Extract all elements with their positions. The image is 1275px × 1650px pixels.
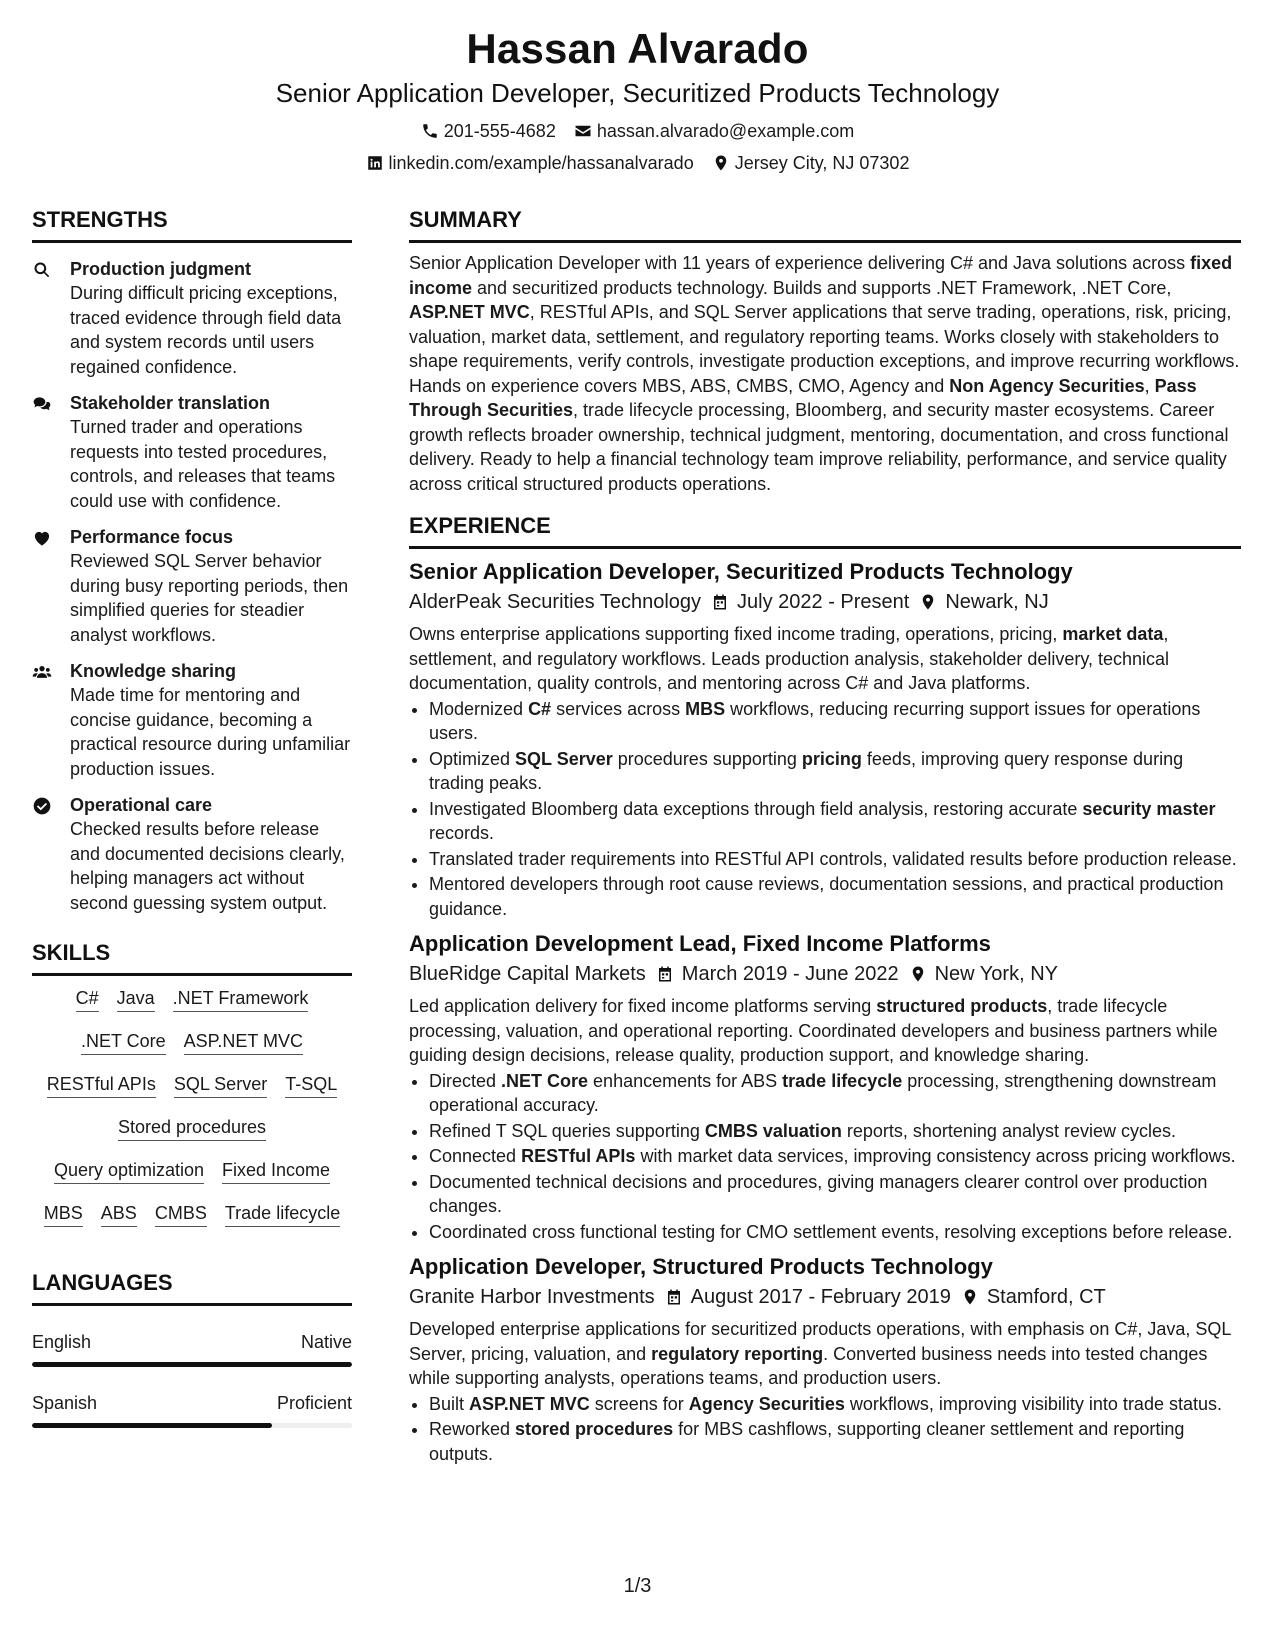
- skill-tag: ASP.NET MVC: [184, 1029, 303, 1055]
- strength-item: [32, 659, 352, 781]
- skill-tag: RESTful APIs: [47, 1072, 156, 1098]
- languages-list: [32, 1330, 352, 1428]
- languages-title: LANGUAGES: [32, 1269, 352, 1306]
- skill-tag: MBS: [44, 1201, 83, 1227]
- job-location: Newark, NJ: [945, 591, 1049, 613]
- envelope-icon: [574, 122, 592, 140]
- strengths-title: STRENGTHS: [32, 206, 352, 243]
- experience-title: EXPERIENCE: [409, 512, 1241, 549]
- skill-tag: C#: [76, 986, 99, 1012]
- skill-row: [32, 1072, 352, 1098]
- bold-term: RESTful APIs: [521, 1146, 636, 1166]
- job-company: Granite Harbor Investments: [409, 1286, 655, 1308]
- skill-tag: .NET Core: [81, 1029, 166, 1055]
- email-text[interactable]: hassan.alvarado@example.com: [596, 121, 855, 141]
- job-bullet: • Built ASP.NET MVC screens for Agency Securities workflows, improving visibility into trade status.: [429, 1392, 1241, 1417]
- bold-term: security master: [1082, 798, 1216, 819]
- bold-term: pricing: [801, 748, 862, 769]
- linkedin-text[interactable]: linkedin.com/example/hassanalvarado: [388, 153, 694, 173]
- experience-list: [409, 557, 1241, 1466]
- skill-row: [32, 986, 352, 1012]
- contact-linkedin[interactable]: [366, 151, 694, 175]
- location-text: Jersey City, NJ 07302: [734, 153, 910, 173]
- job-entry: [409, 1252, 1241, 1466]
- bold-term: ASP.NET MVC: [409, 302, 530, 322]
- job-title: Application Development Lead, Fixed Income Platforms: [409, 931, 991, 956]
- summary-text: Senior Application Developer with 11 years of experience delivering C# and Java solutions across fixed income and securitized products technology. Builds and supports .NET Framework, .NET Core, ASP.NET MVC, RESTful APIs, and SQL Server applications that serve trading, operations, risk, pricing, valuation, market data, settlement, and regulatory reporting teams. Works closely with stakeholders to shape requirements, verify controls, investigate production exceptions, and improve recurring workflows. Hands on experience covers MBS, ABS, CMBS, CMO, Agency and Non Agency Securities, Pass Through Securities, trade lifecycle processing, Bloomberg, and security master ecosystems. Career growth reflects broader ownership, technical judgment, mentoring, documentation, and cross functional delivery. Ready to help a financial technology team improve reliability, performance, and service quality across critical structured products operations.: [409, 253, 1240, 494]
- job-bullet: • Documented technical decisions and procedures, giving managers clearer control over production changes.: [429, 1170, 1241, 1219]
- strength-title: Production judgment: [70, 259, 251, 279]
- skill-tag: T-SQL: [285, 1072, 337, 1098]
- heart-icon: [32, 528, 52, 548]
- job-description: Owns enterprise applications supporting fixed income trading, operations, pricing, market data, settlement, and regulatory workflows. Leads production analysis, stakeholder delivery, technical documentation, quality controls, and mentoring across C# and Java platforms.: [409, 624, 1170, 693]
- language-item: [32, 1391, 352, 1428]
- map-pin-icon: [961, 1288, 979, 1306]
- strength-title: Performance focus: [70, 527, 234, 547]
- job-meta: [409, 588, 1241, 616]
- language-name: Spanish: [32, 1393, 98, 1413]
- job-bullet: • Investigated Bloomberg data exceptions through field analysis, restoring accurate security master records.: [429, 797, 1241, 846]
- job-bullet: • Translated trader requirements into RESTful API controls, validated results before production release.: [429, 847, 1241, 872]
- skill-tag: ABS: [101, 1201, 137, 1227]
- check-circle-icon: [32, 796, 52, 816]
- bold-term: fixed income: [409, 253, 1233, 298]
- job-meta: [409, 960, 1241, 988]
- bold-term: structured products: [876, 996, 1048, 1016]
- job-description: Developed enterprise applications for securitized products operations, with emphasis on C#, Java, SQL Server, pricing, valuation, and regulatory reporting. Converted business needs into tested changes while supporting analysts, operations teams, and production users.: [409, 1319, 1231, 1388]
- bold-term: CMBS valuation: [704, 1120, 842, 1141]
- job-bullet: • Connected RESTful APIs with market data services, improving consistency across pricing workflows.: [429, 1144, 1241, 1169]
- bold-term: trade lifecycle: [782, 1070, 903, 1091]
- skills-title: SKILLS: [32, 939, 352, 976]
- summary-title: SUMMARY: [409, 206, 1241, 243]
- bold-term: market data: [1062, 624, 1164, 644]
- strengths-list: [32, 257, 352, 915]
- language-name: English: [32, 1332, 92, 1352]
- job-meta: [409, 1283, 1241, 1311]
- contact-location: [712, 151, 910, 175]
- skill-tag: CMBS: [155, 1201, 207, 1227]
- strength-desc: Made time for mentoring and concise guidance, becoming a practical resource during unfamiliar production issues.: [70, 685, 351, 779]
- contact-phone: [421, 119, 556, 143]
- strength-title: Operational care: [70, 795, 213, 815]
- job-bullets: [409, 697, 1241, 922]
- skill-tag: Fixed Income: [222, 1158, 330, 1184]
- map-pin-icon: [909, 965, 927, 983]
- linkedin-icon: [366, 154, 384, 172]
- contact-email[interactable]: [574, 119, 854, 143]
- job-bullets: [409, 1392, 1241, 1467]
- job-dates: July 2022 - Present: [737, 591, 910, 613]
- job-company: AlderPeak Securities Technology: [409, 591, 702, 613]
- contact-row-1: [0, 119, 1275, 143]
- job-description: Led application delivery for fixed income platforms serving structured products, trade lifecycle processing, valuation, and operational reporting. Coordinated developers and business partners while guiding design decisions, release quality, production support, and knowledge sharing.: [409, 996, 1218, 1065]
- language-level-bar: [32, 1362, 352, 1367]
- left-column: [32, 206, 352, 1428]
- job-bullets: [409, 1069, 1241, 1245]
- bold-term: stored procedures: [515, 1419, 674, 1439]
- job-company: BlueRidge Capital Markets: [409, 963, 646, 985]
- calendar-icon: [711, 593, 729, 611]
- candidate-name: Hassan Alvarado: [466, 25, 809, 72]
- job-location: Stamford, CT: [986, 1286, 1106, 1308]
- job-title: Senior Application Developer, Securitized Products Technology: [409, 559, 1073, 584]
- bold-term: C#: [528, 698, 552, 719]
- skill-tag: SQL Server: [174, 1072, 267, 1098]
- strength-item: [32, 257, 352, 379]
- language-level: Native: [300, 1332, 352, 1352]
- language-item: [32, 1330, 352, 1367]
- bold-term: regulatory reporting: [651, 1343, 824, 1364]
- job-title: Application Developer, Structured Products Technology: [409, 1254, 993, 1279]
- skill-row: [32, 1158, 352, 1184]
- right-column: [409, 206, 1241, 1467]
- language-level: Proficient: [276, 1393, 352, 1413]
- skill-tag: Java: [117, 986, 155, 1012]
- skills-list: [32, 986, 352, 1227]
- comments-icon: [32, 394, 52, 414]
- job-dates: August 2017 - February 2019: [690, 1286, 951, 1308]
- job-bullet: • Modernized C# services across MBS workflows, reducing recurring support issues for operations users.: [429, 697, 1241, 746]
- strength-item: [32, 525, 352, 647]
- bold-term: Pass Through Securities: [409, 375, 1197, 420]
- skill-tag: Trade lifecycle: [225, 1201, 340, 1227]
- language-level-bar: [32, 1423, 352, 1428]
- job-bullet: • Coordinated cross functional testing for CMO settlement events, resolving exceptions before release.: [429, 1220, 1241, 1245]
- search-icon: [32, 260, 52, 280]
- bold-term: .NET Core: [501, 1070, 589, 1091]
- calendar-icon: [656, 965, 674, 983]
- skill-tag: Stored procedures: [118, 1115, 266, 1141]
- job-bullet: • Mentored developers through root cause reviews, documentation sessions, and practical production guidance.: [429, 872, 1241, 921]
- bold-term: Agency Securities: [688, 1393, 845, 1414]
- strength-item: [32, 391, 352, 513]
- skill-tag: Query optimization: [54, 1158, 204, 1184]
- job-entry: [409, 929, 1241, 1244]
- language-level-fill: [32, 1362, 352, 1367]
- job-bullet: • Optimized SQL Server procedures supporting pricing feeds, improving query response during trading peaks.: [429, 747, 1241, 796]
- page-number: 1/3: [623, 1575, 652, 1597]
- strength-desc: During difficult pricing exceptions, traced evidence through field data and system records until users regained confidence.: [70, 283, 342, 377]
- strength-title: Stakeholder translation: [70, 393, 271, 413]
- bold-term: Non Agency Securities: [949, 375, 1145, 396]
- contact-row-2: [0, 151, 1275, 175]
- job-dates: March 2019 - June 2022: [681, 963, 899, 985]
- strength-title: Knowledge sharing: [70, 661, 237, 681]
- language-level-fill: [32, 1423, 272, 1428]
- strength-desc: Reviewed SQL Server behavior during busy reporting periods, then simplified queries for steadier analyst workflows.: [70, 551, 349, 645]
- map-pin-icon: [712, 154, 730, 172]
- bold-term: ASP.NET MVC: [469, 1393, 590, 1414]
- strength-desc: Checked results before release and documented decisions clearly, helping managers act without second guessing system output.: [70, 819, 345, 913]
- skill-row: [32, 1201, 352, 1227]
- skill-row: [32, 1029, 352, 1055]
- candidate-title: Senior Application Developer, Securitized Products Technology: [275, 78, 1000, 108]
- job-bullet: • Reworked stored procedures for MBS cashflows, supporting cleaner settlement and reporting outputs.: [429, 1417, 1241, 1466]
- users-icon: [32, 662, 52, 682]
- calendar-icon: [665, 1288, 683, 1306]
- job-entry: [409, 557, 1241, 921]
- resume-header: [0, 0, 1275, 175]
- skill-row: [32, 1115, 352, 1141]
- bold-term: SQL Server: [515, 748, 613, 769]
- job-bullet: • Directed .NET Core enhancements for ABS trade lifecycle processing, strengthening downstream operational accuracy.: [429, 1069, 1241, 1118]
- strength-desc: Turned trader and operations requests into tested procedures, controls, and releases that teams could use with confidence.: [70, 417, 336, 511]
- skill-tag: .NET Framework: [173, 986, 309, 1012]
- job-location: New York, NY: [934, 963, 1058, 985]
- phone-icon: [421, 122, 439, 140]
- phone-text: 201-555-4682: [443, 121, 556, 141]
- job-bullet: • Refined T SQL queries supporting CMBS valuation reports, shortening analyst review cycles.: [429, 1119, 1241, 1144]
- bold-term: MBS: [685, 698, 726, 719]
- strength-item: [32, 793, 352, 915]
- map-pin-icon: [919, 593, 937, 611]
